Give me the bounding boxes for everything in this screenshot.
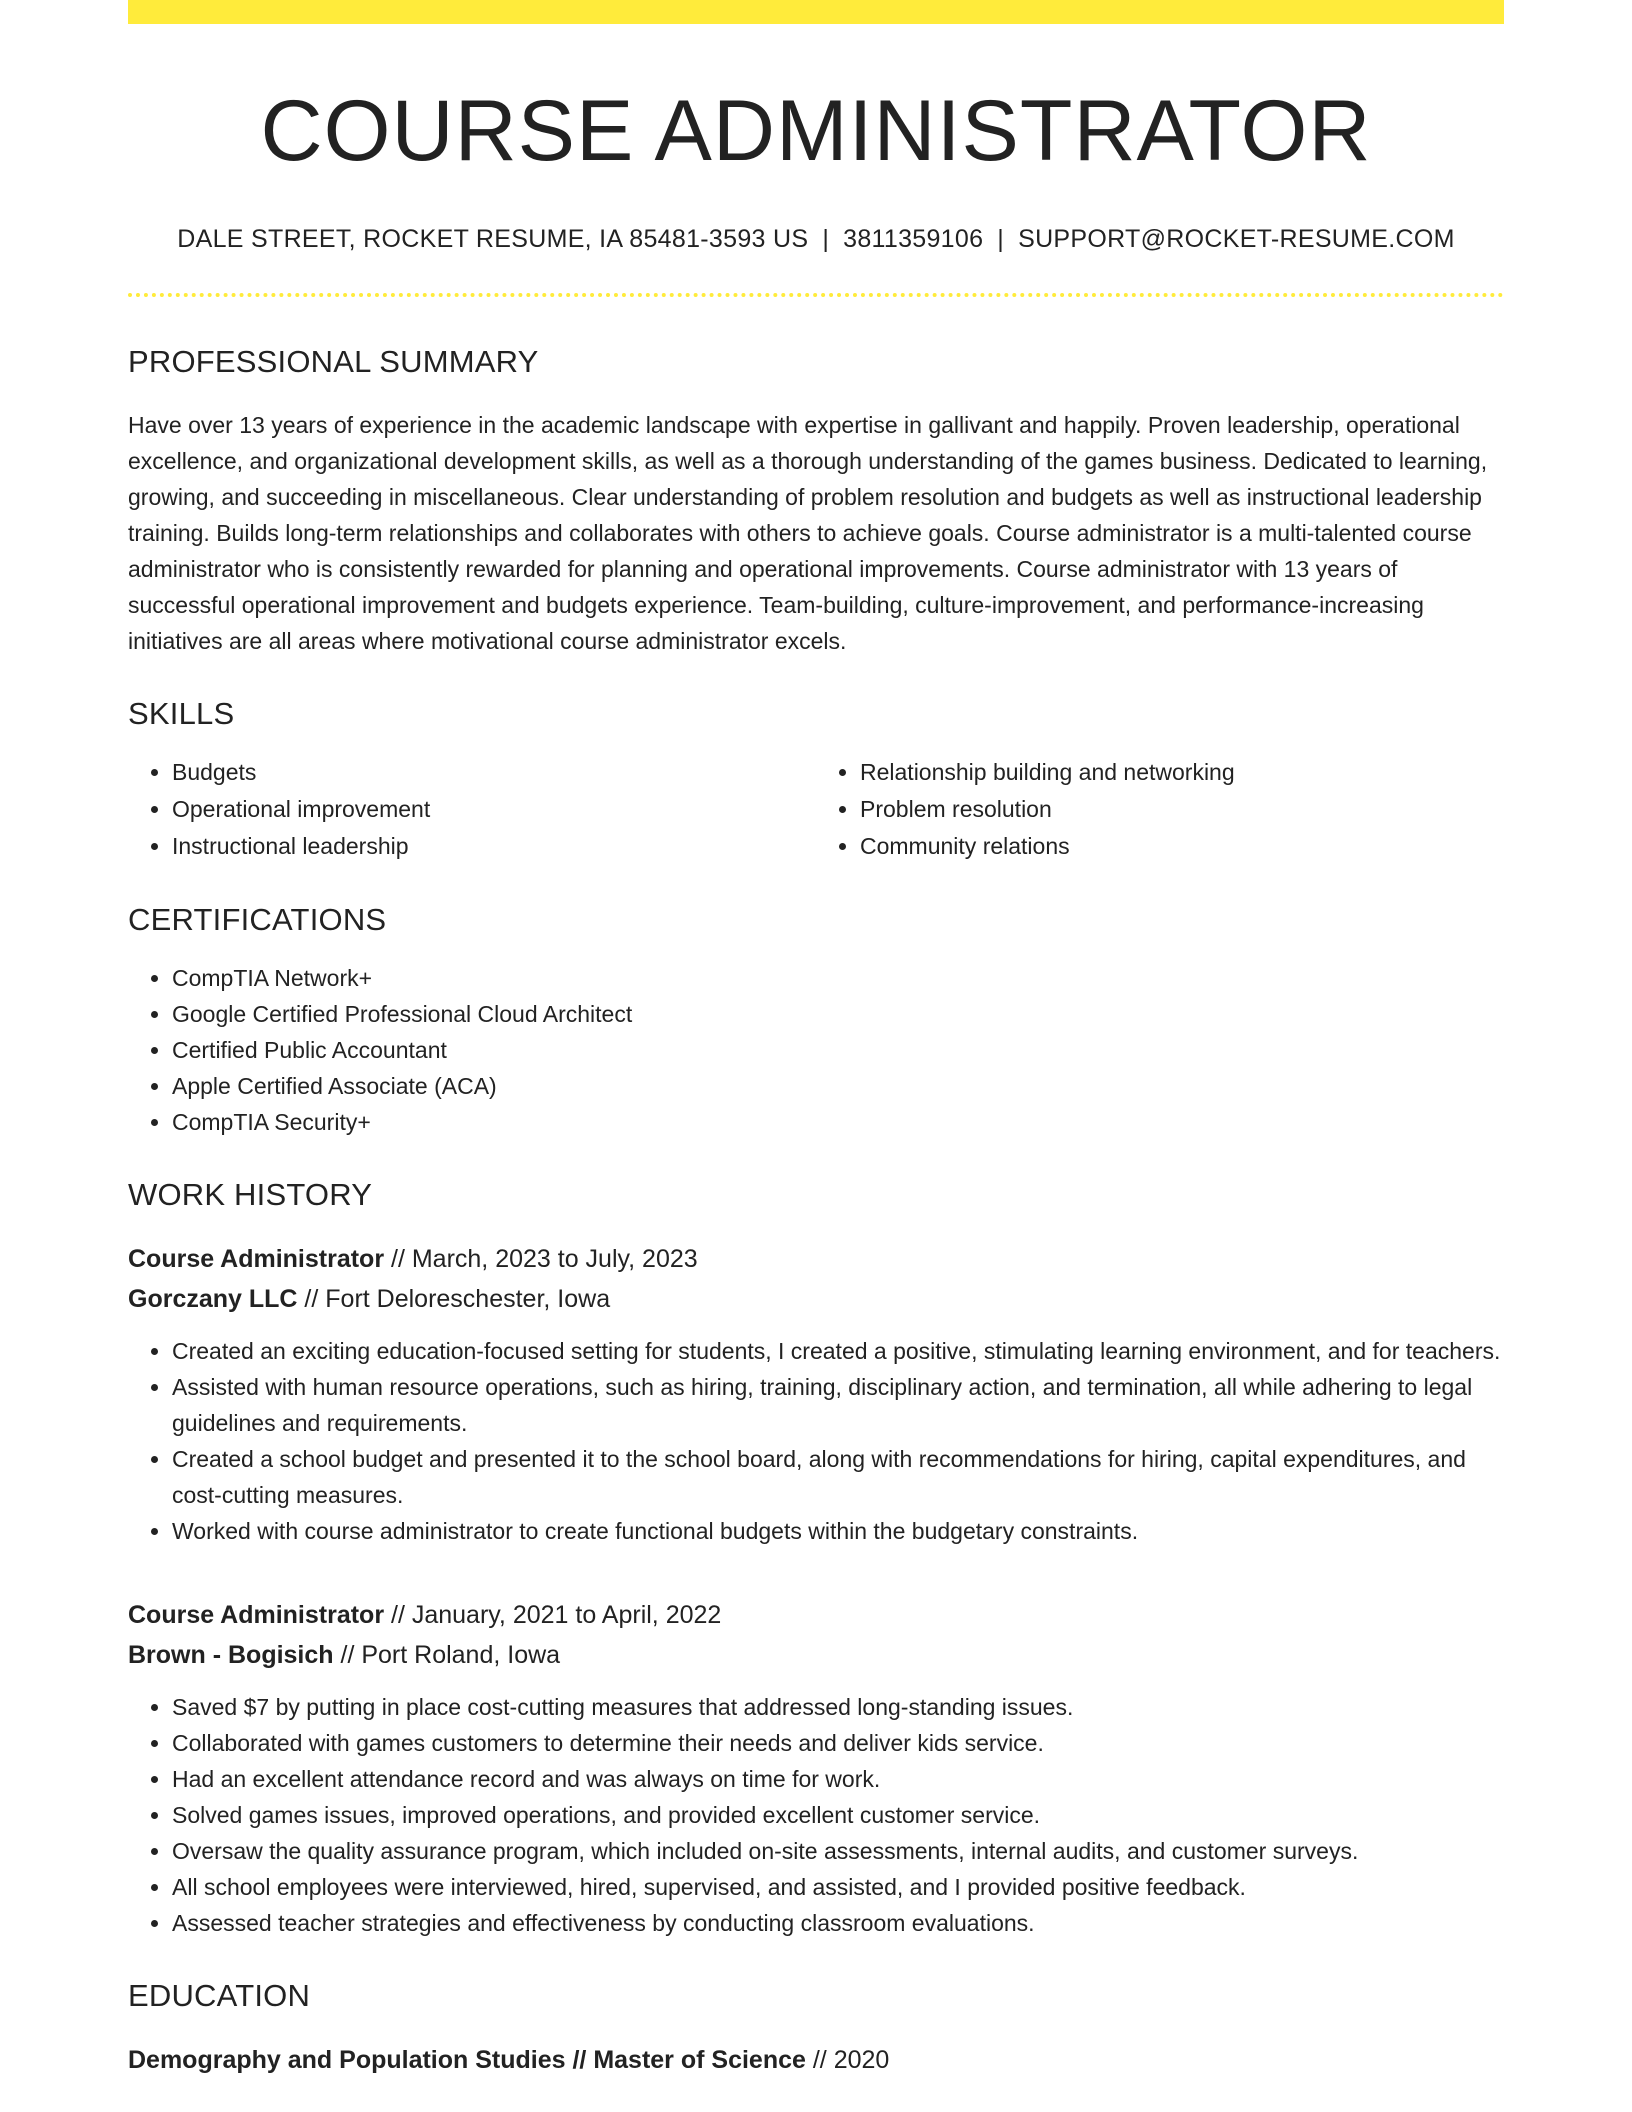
contact-phone: 3811359106 [843, 224, 984, 253]
contact-address: DALE STREET, ROCKET RESUME, IA 85481-3593 US [177, 224, 809, 253]
job-entry [128, 1239, 1504, 1549]
skill-item: • Instructional leadership [172, 828, 816, 865]
certification-item: • Apple Certified Associate (ACA) [172, 1068, 1504, 1104]
contact-separator: | [997, 224, 1005, 253]
skill-item: • Problem resolution [860, 791, 1504, 828]
job-bullet: • Created a school budget and presented it to the school board, along with recommendations for hiring, capital expenditures, and cost-cutting measures. [172, 1441, 1504, 1513]
summary-heading: PROFESSIONAL SUMMARY [128, 344, 539, 380]
job-bullet: • Solved games issues, improved operations, and provided excellent customer service. [172, 1797, 1504, 1833]
job-dates: // March, 2023 to July, 2023 [384, 1245, 698, 1274]
skills-left-list [128, 754, 816, 865]
education-entry [128, 2040, 1504, 2080]
job-dates: // January, 2021 to April, 2022 [384, 1601, 722, 1630]
summary-text: Have over 13 years of experience in the academic landscape with expertise in gallivant and happily. Proven leadership, operational excellence, and organizational development skills, as well as a thorough understanding of the games business. Dedicated to learning, growing, and succeeding in miscellaneous. Clear understanding of problem resolution and budgets as well as instructional leadership training. Builds long-term relationships and collaborates with others to achieve goals. Course administrator is a multi-talented course administrator who is consistently rewarded for planning and operational improvements. Course administrator with 13 years of successful operational improvement and budgets experience. Team-building, culture-improvement, and performance-increasing initiatives are all areas where motivational course administrator excels. [128, 411, 1488, 654]
certification-item: • CompTIA Network+ [172, 960, 1504, 996]
job-bullet: • Assisted with human resource operations, such as hiring, training, disciplinary action, and termination, all while adhering to legal guidelines and requirements. [172, 1369, 1504, 1441]
dotted-divider [128, 293, 1504, 297]
resume-page [128, 0, 1504, 2080]
certification-item: • CompTIA Security+ [172, 1104, 1504, 1140]
job-company-line [128, 1635, 1504, 1675]
skills-right-list [816, 754, 1504, 865]
resume-title: COURSE ADMINISTRATOR [260, 83, 1372, 179]
job-company-line [128, 1279, 1504, 1319]
education-heading: EDUCATION [128, 1978, 311, 2014]
skill-item: • Operational improvement [172, 791, 816, 828]
work-history-heading: WORK HISTORY [128, 1176, 373, 1212]
skills-grid [128, 754, 1504, 865]
job-company: Brown - Bogisich [128, 1641, 334, 1670]
job-location: // Port Roland, Iowa [333, 1641, 561, 1670]
job-bullets [128, 1333, 1504, 1549]
job-bullet: • Had an excellent attendance record and was always on time for work. [172, 1761, 1504, 1797]
job-bullet: • Assessed teacher strategies and effectiveness by conducting classroom evaluations. [172, 1905, 1504, 1941]
skill-item: • Community relations [860, 828, 1504, 865]
contact-separator: | [822, 224, 830, 253]
job-bullet: • Created an exciting education-focused setting for students, I created a positive, stimulating learning environment, and for teachers. [172, 1333, 1504, 1369]
job-role: Course Administrator [128, 1245, 385, 1274]
certification-item: • Google Certified Professional Cloud Architect [172, 996, 1504, 1032]
education-degree: Demography and Population Studies // Master of Science [128, 2046, 806, 2075]
job-entry [128, 1595, 1504, 1941]
certification-item: • Certified Public Accountant [172, 1032, 1504, 1068]
job-bullets [128, 1689, 1504, 1941]
job-role: Course Administrator [128, 1601, 385, 1630]
skill-item: • Relationship building and networking [860, 754, 1504, 791]
skills-heading: SKILLS [128, 695, 235, 731]
skill-item: • Budgets [172, 754, 816, 791]
contact-line [128, 223, 1504, 256]
contact-email: SUPPORT@ROCKET-RESUME.COM [1018, 224, 1455, 253]
certifications-heading: CERTIFICATIONS [128, 901, 387, 937]
job-bullet: • Oversaw the quality assurance program, which included on-site assessments, internal audits, and customer surveys. [172, 1833, 1504, 1869]
job-bullet: • All school employees were interviewed, hired, supervised, and assisted, and I provided positive feedback. [172, 1869, 1504, 1905]
job-location: // Fort Deloreschester, Iowa [297, 1285, 611, 1314]
job-bullet: • Worked with course administrator to create functional budgets within the budgetary constraints. [172, 1513, 1504, 1549]
job-bullet: • Collaborated with games customers to determine their needs and deliver kids service. [172, 1725, 1504, 1761]
accent-top-bar [128, 0, 1504, 24]
job-title-line [128, 1239, 1504, 1279]
certifications-list [128, 960, 1504, 1140]
job-company: Gorczany LLC [128, 1285, 298, 1314]
job-bullet: • Saved $7 by putting in place cost-cutting measures that addressed long-standing issues. [172, 1689, 1504, 1725]
job-title-line [128, 1595, 1504, 1635]
education-year: // 2020 [805, 2046, 890, 2075]
